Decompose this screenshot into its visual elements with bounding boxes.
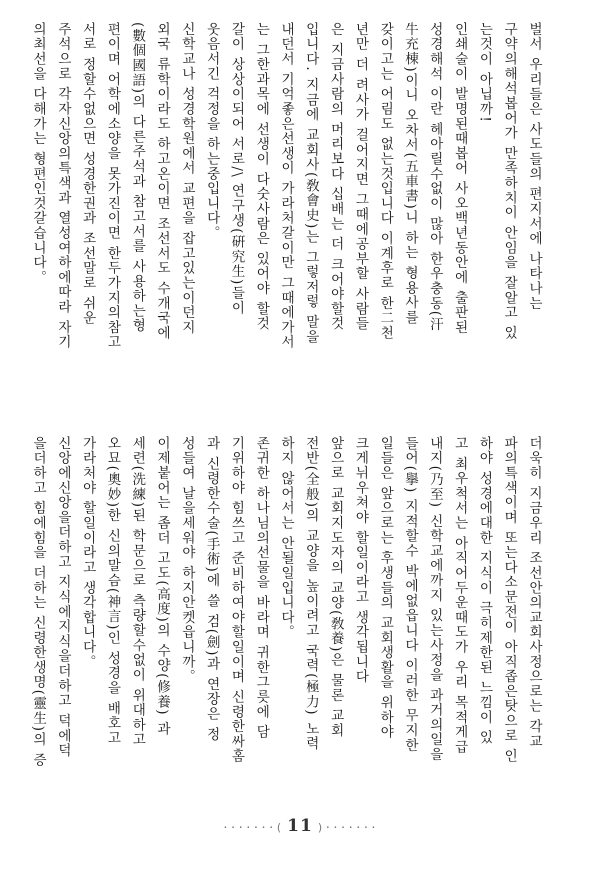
text-line: 의최선을 다해가는 형편인것갈습니다。: [30, 22, 47, 285]
text-line: 牛充棟)이니 오차서(五車書)니 하는 형용사를: [402, 22, 419, 325]
text-line: 년만 더 려사가 걸어지면 그때에공부할 사람들: [352, 22, 369, 332]
text-line: 성경해석 이란 헤아릴수없이 많아 한우충동(汗: [426, 22, 443, 333]
text-line: 편이며 어학에소양을 못가진이면 한두가지의참고: [104, 22, 121, 350]
text-line: 존귀한 하나님의선물을 바라며 귀한그릇에 담: [253, 436, 270, 740]
upper-text-block: [26, 22, 546, 377]
text-line: 들어(擧) 지적할수 박에없읍니다 이러한 무지한: [402, 436, 419, 753]
text-line: 이제붙어는 좀더 고도(高度)의 수양(修養) 과: [154, 436, 171, 737]
text-line: 내던서 기억좋은선생이 가라처갈이만 그때에가서: [278, 22, 295, 350]
text-line: 하지 않어서는 안될일입니다。: [278, 436, 295, 640]
text-line: 크게뉘우쳐야 할일이라고 생각됩니다: [352, 436, 369, 684]
text-line: 파의특색이며 또는다소문전이 아직좁은탓으로 인: [501, 436, 518, 764]
text-line: 서로 정할수없으면 성경한권과 조선말로 쉬운: [79, 22, 96, 326]
lower-text-block: [26, 436, 546, 806]
text-line: 세련(洗練)된 학문으로 측량할수없이 위대하고: [129, 436, 146, 748]
text-line: 은 지금사람의 머리보다 십배는 더 크어야할것: [327, 22, 344, 332]
text-line: 신학교나 성경학원에서 교편을 잡고있는이던지: [178, 22, 195, 335]
page-footer: [0, 816, 600, 836]
text-line: 내지(乃至) 신학교에까지 있는사정을 과거의일을: [426, 436, 443, 762]
text-line: 기위하야 힘쓰고 준비하여야할일이며 신령한싸홈: [228, 436, 245, 764]
text-line: 오묘(奧妙)한 신의말슴(神言)인 성경을 배호고: [104, 436, 121, 746]
text-line: 더욱히 지금우리 조선안의교회사정으로는 각교: [526, 436, 542, 749]
text-line: 하야 성경에대한 지식이 극히제한된 느낌이 있: [476, 436, 493, 746]
text-line: 신앙에신앙을더하고 지식에지식을더하고 덕에덕: [54, 436, 71, 758]
text-line: 가라처야 할일이라고 생각합니다。: [79, 436, 96, 670]
text-line: 갈이 상상이되어 서로/\ 연구생(硏究生)들이: [228, 22, 245, 316]
text-line: 고 최우척서는 아직어두운때도가 우리 목적게급: [451, 436, 468, 755]
text-line: 는것이 아닙까!: [476, 22, 493, 124]
text-line: 주석으로 각자신앙의특색과 열성여하에따라 자기: [54, 22, 71, 350]
text-line: 외국 류학이라도 하고온이면 조선서도 수개국에: [154, 22, 171, 341]
text-line: 일들은 앞으로는 후생들의 교회생활을 위하야: [377, 436, 394, 740]
text-line: 구약의해석봅어가 만족하치이 안임을 잘알고 있: [501, 22, 518, 341]
text-line: 입니다. 지금에 교회사(敎會史)는 그렇저렇 말을: [302, 22, 319, 345]
text-line: 과 신령한수술(手術)에 쓸 검(劍)과 연장은 정: [203, 436, 220, 742]
text-line: 을더하고 힘에힘을 더하는 신령한생명(靈生)의 증: [30, 436, 47, 768]
page-number: 11: [287, 816, 313, 836]
text-line: 는 그한과목에 선생이 다숫사람은 있어야 할것: [253, 22, 270, 332]
text-line: 갖이고는 어림도 없는것입니다 이계후로 한二천: [377, 22, 394, 341]
text-line: 인쇄술이 발명된때봅어 사오백년동안에 출판된: [451, 22, 468, 335]
footer-right-ornament: )·······: [316, 821, 378, 834]
text-line: 벌서 우리들은 사도들의 편지서에 나타나는: [526, 22, 542, 311]
footer-left-ornament: ·······(: [222, 821, 284, 834]
text-line: 앞으로 교회지도자의 교양(敎養)은 물론 교회: [327, 436, 344, 738]
text-line: 웃음서긴 걱정을 하는중입니다。: [203, 22, 220, 241]
text-line: 성들여 날을세워야 하지안켓읍니까。: [178, 436, 195, 684]
text-line: 전반(全般)의 교양을 높이려고 국력(極力) 노력: [302, 436, 319, 752]
text-line: (數個國語)의 다른주석과 참고서를 사용하는형: [129, 22, 146, 334]
